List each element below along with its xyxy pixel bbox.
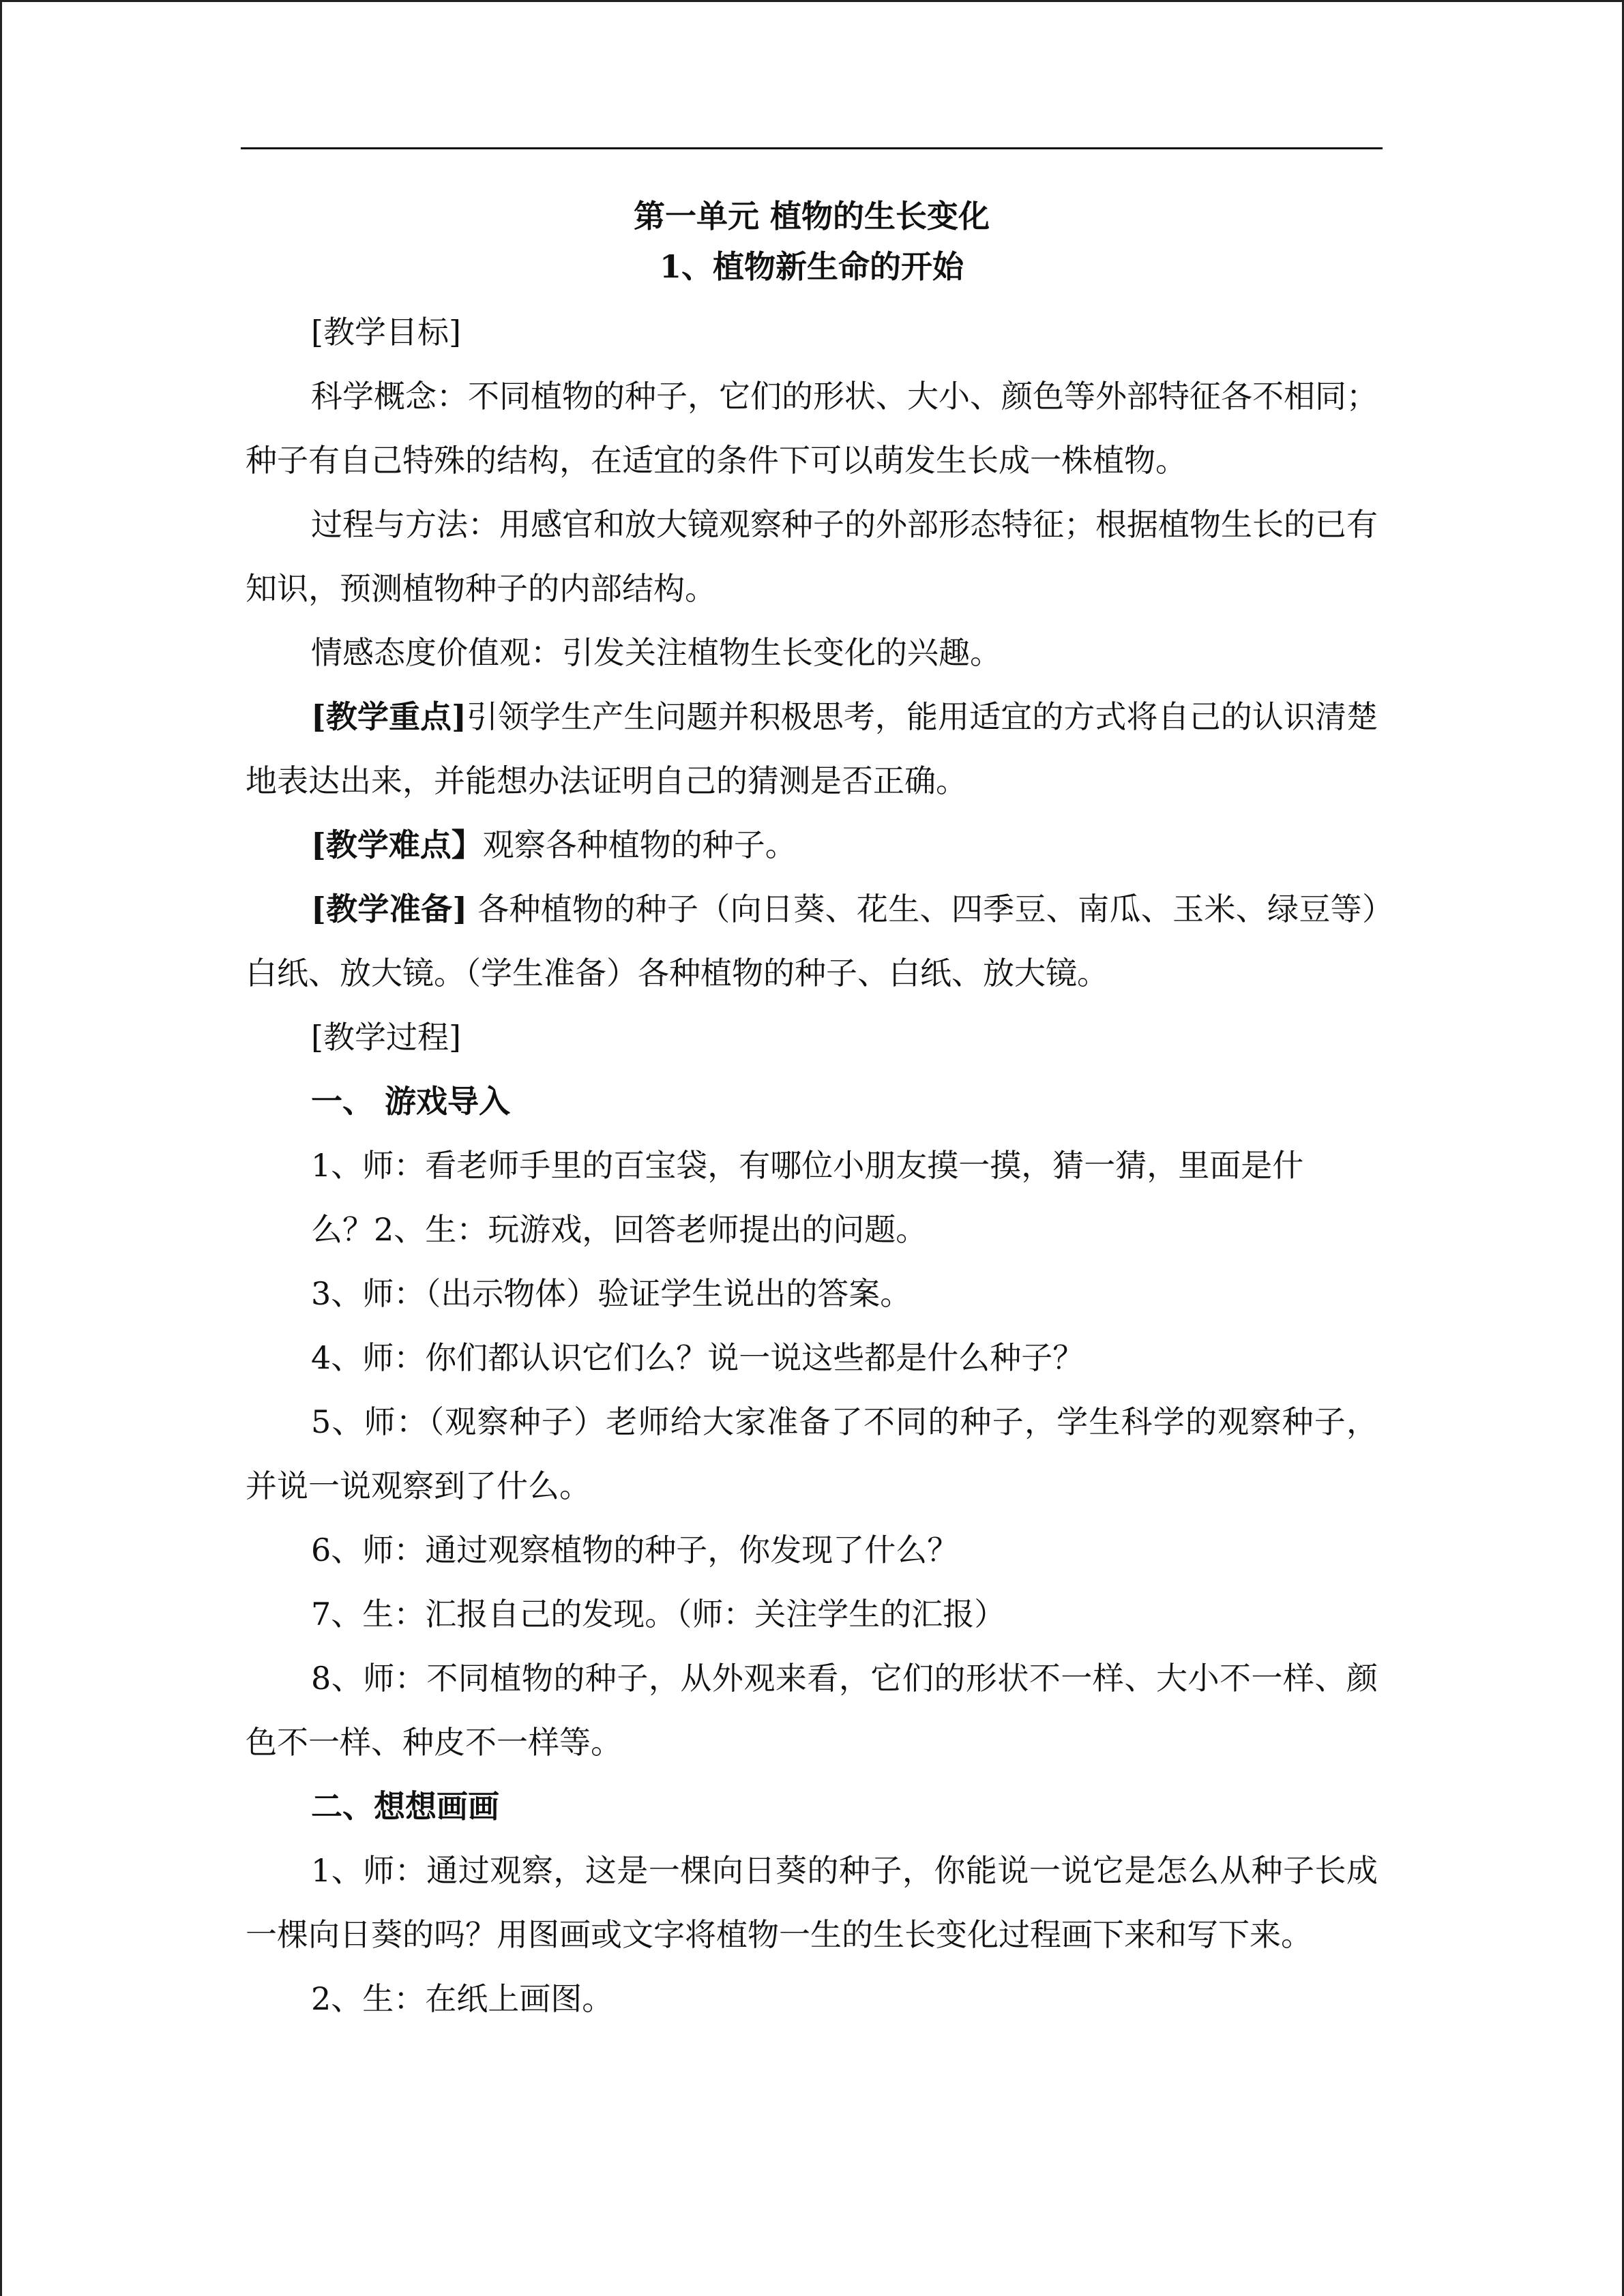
step6: 6、师：通过观察植物的种子，你发现了什么？ (311, 1532, 959, 1568)
key-point-paragraph (246, 685, 1378, 813)
difficulty-paragraph (246, 813, 1378, 877)
document-body (246, 191, 1378, 2031)
part2-step2: 2、生：在纸上画图。 (311, 1980, 614, 2017)
process-heading: [教学过程] (311, 1019, 461, 1056)
objective-emotion: 情感态度价值观：引发关注植物生长变化的兴趣。 (311, 634, 1001, 671)
step1-line2: 么？2、生：玩游戏，回答老师提出的问题。 (311, 1211, 928, 1248)
step7: 7、生：汇报自己的发现。（师：关注学生的汇报） (311, 1596, 1006, 1632)
step5: 5、师：（观察种子）老师给大家准备了不同的种子，学生科学的观察种子，并说一说观察到了什么。 (246, 1403, 1378, 1504)
lesson-title: 1、植物新生命的开始 (659, 248, 964, 285)
step1-line1: 1、师：看老师手里的百宝袋，有哪位小朋友摸一摸，猜一猜，里面是什 (311, 1147, 1304, 1184)
unit-title: 第一单元 植物的生长变化 (633, 198, 990, 235)
page-border-left (0, 0, 2, 2296)
page-border-top (0, 0, 1624, 2)
preparation-paragraph (246, 877, 1378, 1005)
part1-heading: 一、 游戏导入 (311, 1083, 511, 1120)
preparation-heading: [教学准备] (311, 891, 468, 927)
step4: 4、师：你们都认识它们么？说一说这些都是什么种子？ (311, 1339, 1084, 1376)
objective-process: 过程与方法：用感官和放大镜观察种子的外部形态特征；根据植物生长的已有知识，预测植物种子的内部结构。 (246, 506, 1378, 607)
key-point-heading: [教学重点] (311, 698, 467, 735)
objective-science: 科学概念：不同植物的种子，它们的形状、大小、颜色等外部特征各不相同；种子有自己特殊的结构，在适宜的条件下可以萌发生长成一株植物。 (246, 378, 1378, 479)
key-point-text: 引领学生产生问题并积极思考，能用适宜的方式将自己的认识清楚地表达出来，并能想办法证明自己的猜测是否正确。 (246, 698, 1378, 799)
preparation-text: 各种植物的种子（向日葵、花生、四季豆、南瓜、玉米、绿豆等）白纸、放大镜。（学生准备）各种植物的种子、白纸、放大镜。 (246, 891, 1378, 992)
part2-step1: 1、师：通过观察，这是一棵向日葵的种子，你能说一说它是怎么从种子长成一棵向日葵的吗？用图画或文字将植物一生的生长变化过程画下来和写下来。 (246, 1852, 1378, 1953)
header-rule (241, 147, 1383, 149)
part2-heading: 二、想想画画 (311, 1788, 499, 1825)
difficulty-text: 观察各种植物的种子。 (482, 826, 797, 863)
difficulty-heading: [教学难点】 (311, 826, 483, 863)
step3: 3、师：（出示物体）验证学生说出的答案。 (311, 1275, 912, 1312)
objectives-heading: [教学目标] (311, 314, 461, 351)
step8: 8、师：不同植物的种子，从外观来看，它们的形状不一样、大小不一样、颜色不一样、种皮不一样等。 (246, 1660, 1378, 1761)
